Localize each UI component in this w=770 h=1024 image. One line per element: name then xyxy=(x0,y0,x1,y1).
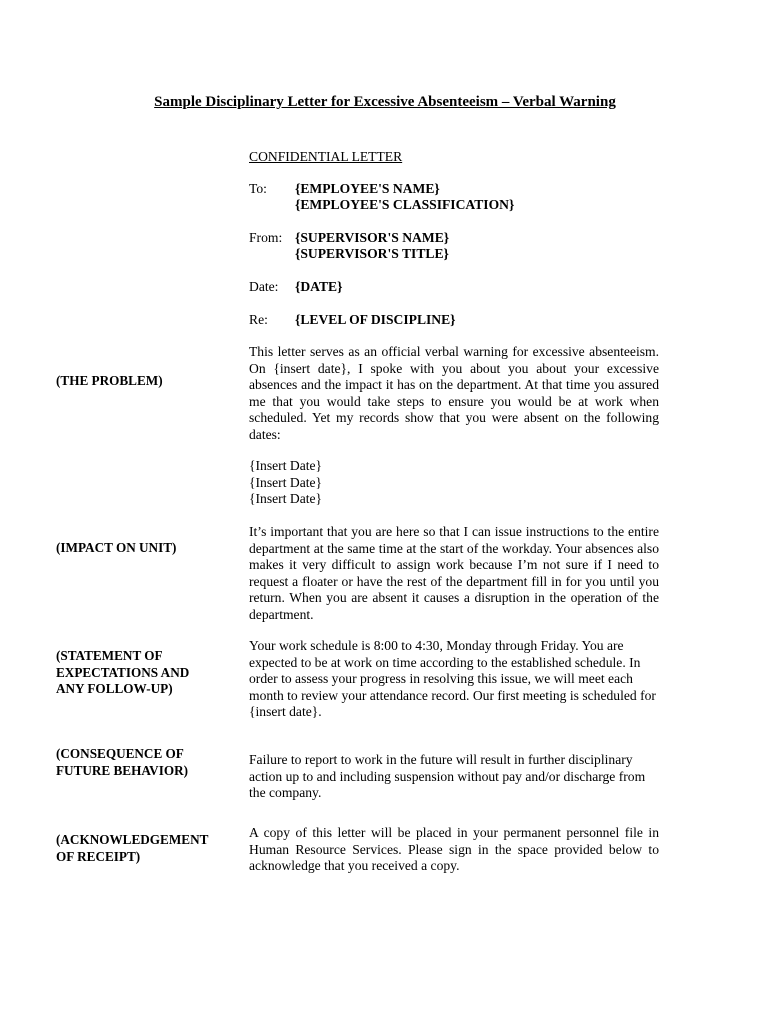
expectations-label-line: (STATEMENT OF xyxy=(56,648,163,663)
confidential-heading: CONFIDENTIAL LETTER xyxy=(249,149,403,164)
employee-name: {EMPLOYEE'S NAME} xyxy=(295,181,440,196)
problem-label: (THE PROBLEM) xyxy=(56,373,163,388)
date-label: Date: xyxy=(249,279,279,294)
expectations-label-line: EXPECTATIONS AND xyxy=(56,664,190,680)
acknowledgement-paragraph: A copy of this letter will be placed in your permanent personnel file in Human Resource Services. Please sign in the space provided below to acknowledge that you received a copy. xyxy=(249,825,659,873)
absence-date: {Insert Date} xyxy=(249,458,323,473)
impact-paragraph: It’s important that you are here so that I can issue instructions to the entire department at the same time at the start of the workday. Your absences also makes it very difficult to assign work because I’m not sure if I need to request a floater or have the rest of the department fill in for you until you return. When you are absent it causes a disruption in the operation of the department. xyxy=(249,524,659,622)
from-label: From: xyxy=(249,230,283,245)
absence-dates-list xyxy=(249,458,659,508)
expectations-paragraph: Your work schedule is 8:00 to 4:30, Monday through Friday. You are expected to be at work on time according to the established schedule. In order to assess your progress in resolving this issue, we will meet each month to review your attendance record. Our first meeting is scheduled for {insert date}. xyxy=(249,638,656,719)
date-value: {DATE} xyxy=(295,279,343,294)
acknowledgement-label-line: OF RECEIPT) xyxy=(56,848,141,864)
supervisor-name: {SUPERVISOR'S NAME} xyxy=(295,230,450,245)
impact-label: (IMPACT ON UNIT) xyxy=(56,540,177,555)
consequence-paragraph: Failure to report to work in the future will result in further disciplinary action up to and including suspension without pay and/or discharge from the company. xyxy=(249,752,646,800)
expectations-label-line: ANY FOLLOW-UP) xyxy=(56,681,173,696)
absence-date: {Insert Date} xyxy=(249,474,323,490)
expectations-label xyxy=(56,648,236,698)
consequence-label-line: FUTURE BEHAVIOR) xyxy=(56,762,189,778)
employee-classification: {EMPLOYEE'S CLASSIFICATION} xyxy=(295,197,515,212)
supervisor-title: {SUPERVISOR'S TITLE} xyxy=(295,246,449,261)
re-label: Re: xyxy=(249,312,268,327)
to-label: To: xyxy=(249,181,267,196)
problem-paragraph: This letter serves as an official verbal warning for excessive absenteeism. On {insert date}, I spoke with you about you about your excessive absences and the impact it has on the department. At that time you assured me that you would take steps to ensure you would be at work when scheduled. Yet my records show that you were absent on the following dates: xyxy=(249,344,659,442)
re-value: {LEVEL OF DISCIPLINE} xyxy=(295,312,456,327)
consequence-label xyxy=(56,746,236,779)
absence-date: {Insert Date} xyxy=(249,491,323,506)
acknowledgement-label xyxy=(56,832,236,865)
acknowledgement-label-line: (ACKNOWLEDGEMENT xyxy=(56,832,209,847)
letter-title: Sample Disciplinary Letter for Excessive Absenteeism – Verbal Warning xyxy=(154,94,616,110)
consequence-label-line: (CONSEQUENCE OF xyxy=(56,746,184,761)
